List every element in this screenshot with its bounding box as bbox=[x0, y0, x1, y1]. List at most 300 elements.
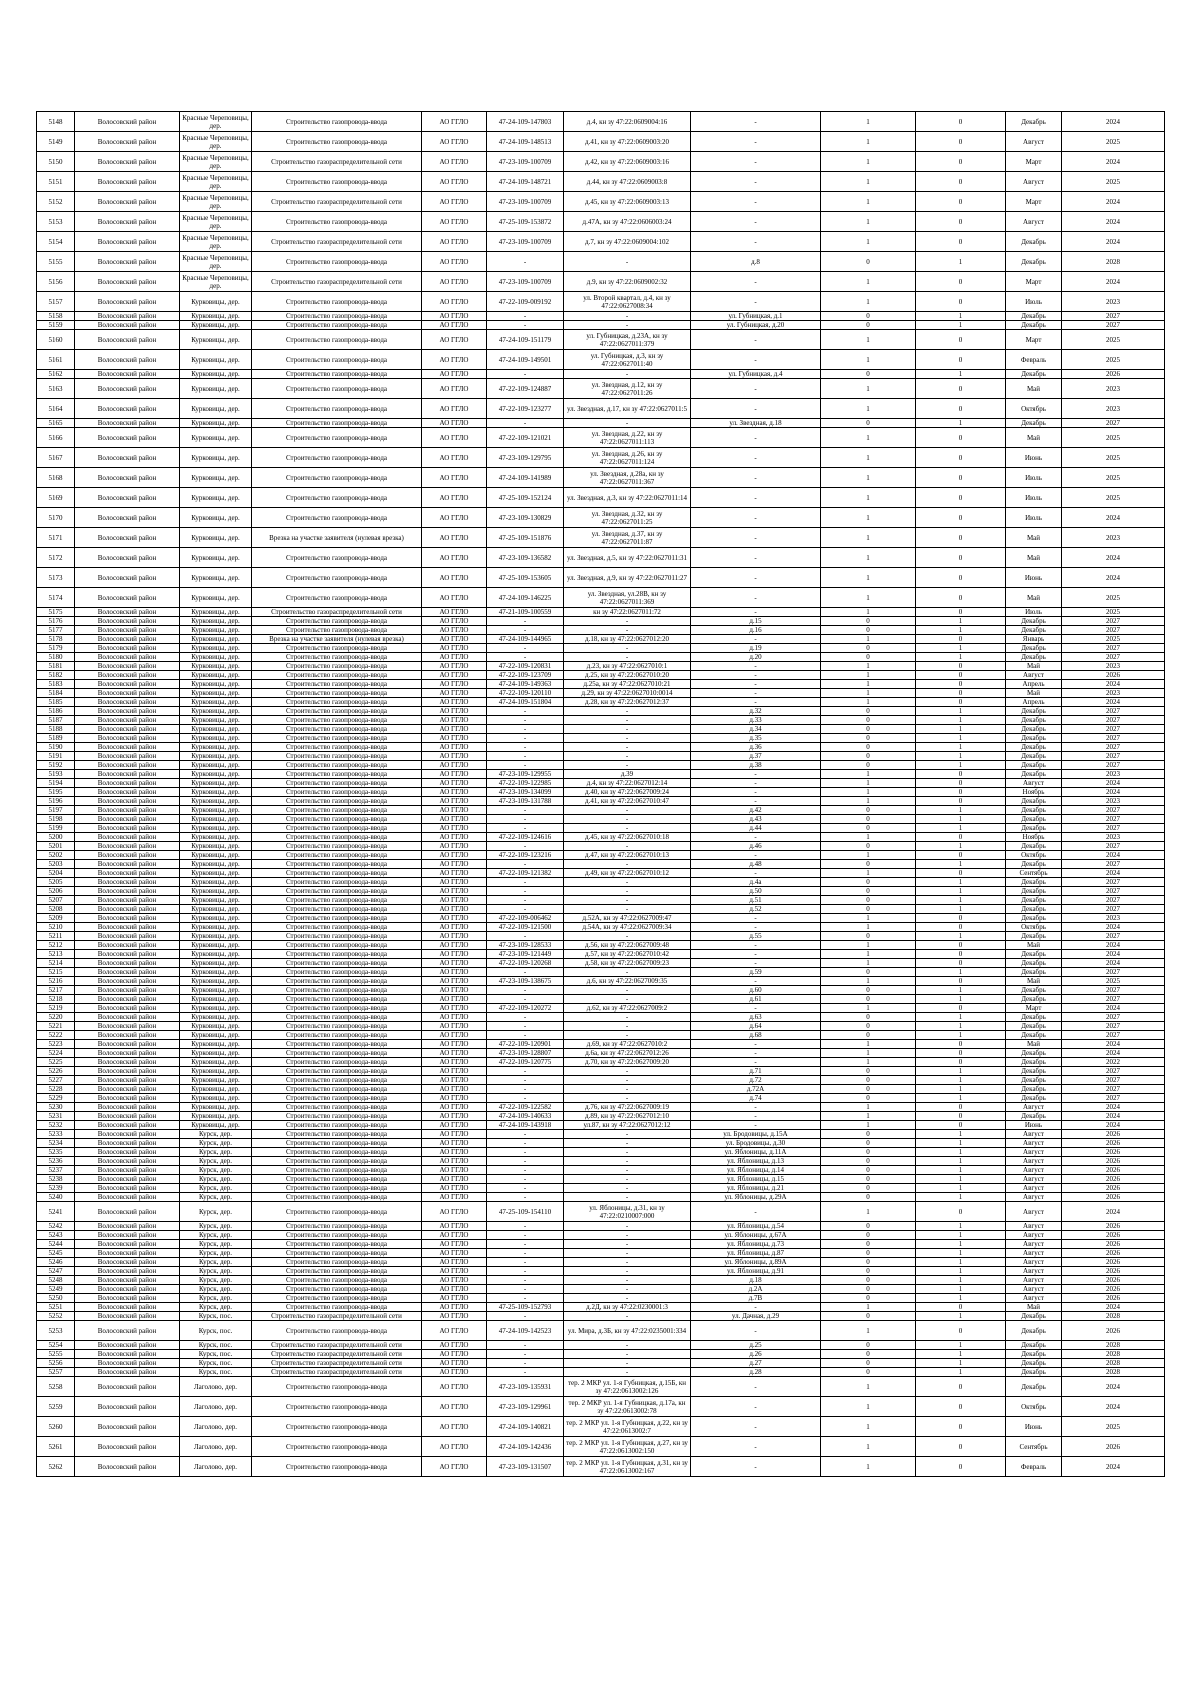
cell-work-type: Врезка на участке заявителя (нулевая врезка) bbox=[252, 528, 422, 548]
cell-settlement: Курск, дер. bbox=[180, 1249, 252, 1258]
cell-planned-count: 1 bbox=[916, 887, 1006, 896]
cell-address-contracted: д.7, кн зу 47:22:0609004:102 bbox=[564, 232, 691, 252]
cell-work-type: Строительство газопровода-ввода bbox=[252, 896, 422, 905]
cell-number: 5225 bbox=[37, 1058, 75, 1067]
cell-address-contracted: - bbox=[564, 995, 691, 1004]
cell-organization: АО ГГЛО bbox=[422, 1457, 487, 1477]
cell-year: 2025 bbox=[1062, 172, 1165, 192]
cell-month: Декабрь bbox=[1006, 842, 1062, 851]
cell-planned-count: 0 bbox=[916, 788, 1006, 797]
cell-month: Декабрь bbox=[1006, 968, 1062, 977]
cell-contracted-count: 0 bbox=[821, 878, 916, 887]
cell-contract: 47-23-109-128807 bbox=[487, 1049, 564, 1058]
cell-address-planned: - bbox=[691, 1040, 821, 1049]
cell-address-contracted: ул. Звездная, д.32, кн зу 47:22:0627011:25 bbox=[564, 508, 691, 528]
cell-district: Волосовский район bbox=[75, 923, 180, 932]
cell-year: 2027 bbox=[1062, 312, 1165, 321]
cell-district: Волосовский район bbox=[75, 716, 180, 725]
cell-settlement: Курковицы, дер. bbox=[180, 923, 252, 932]
cell-month: Август bbox=[1006, 1249, 1062, 1258]
cell-settlement: Курковицы, дер. bbox=[180, 626, 252, 635]
cell-number: 5165 bbox=[37, 419, 75, 428]
cell-organization: АО ГГЛО bbox=[422, 1175, 487, 1184]
cell-organization: АО ГГЛО bbox=[422, 588, 487, 608]
cell-number: 5170 bbox=[37, 508, 75, 528]
table-row bbox=[37, 1321, 1165, 1341]
cell-address-planned: д.15 bbox=[691, 617, 821, 626]
cell-contract: - bbox=[487, 1022, 564, 1031]
table-row bbox=[37, 1417, 1165, 1437]
cell-organization: АО ГГЛО bbox=[422, 548, 487, 568]
table-row bbox=[37, 488, 1165, 508]
cell-work-type: Строительство газопровода-ввода bbox=[252, 1166, 422, 1175]
cell-district: Волосовский район bbox=[75, 330, 180, 350]
cell-month: Декабрь bbox=[1006, 1013, 1062, 1022]
table-row bbox=[37, 806, 1165, 815]
cell-year: 2026 bbox=[1062, 1166, 1165, 1175]
cell-organization: АО ГГЛО bbox=[422, 653, 487, 662]
table-row bbox=[37, 1258, 1165, 1267]
cell-year: 2025 bbox=[1062, 488, 1165, 508]
cell-planned-count: 1 bbox=[916, 653, 1006, 662]
cell-year: 2022 bbox=[1062, 1058, 1165, 1067]
table-row bbox=[37, 419, 1165, 428]
cell-year: 2027 bbox=[1062, 419, 1165, 428]
cell-work-type: Строительство газопровода-ввода bbox=[252, 977, 422, 986]
cell-planned-count: 1 bbox=[916, 1267, 1006, 1276]
cell-number: 5243 bbox=[37, 1231, 75, 1240]
cell-work-type: Строительство газопровода-ввода bbox=[252, 779, 422, 788]
cell-planned-count: 0 bbox=[916, 568, 1006, 588]
cell-contract: 47-22-109-120775 bbox=[487, 1058, 564, 1067]
cell-address-planned: д.61 bbox=[691, 995, 821, 1004]
cell-contract: - bbox=[487, 1076, 564, 1085]
cell-work-type: Строительство газопровода-ввода bbox=[252, 350, 422, 370]
table-body bbox=[37, 112, 1165, 1477]
cell-settlement: Курковицы, дер. bbox=[180, 399, 252, 419]
cell-work-type: Строительство газопровода-ввода bbox=[252, 1175, 422, 1184]
cell-settlement: Курковицы, дер. bbox=[180, 488, 252, 508]
cell-number: 5215 bbox=[37, 968, 75, 977]
cell-address-planned: - bbox=[691, 689, 821, 698]
cell-work-type: Строительство газораспределительной сети bbox=[252, 608, 422, 617]
cell-year: 2023 bbox=[1062, 662, 1165, 671]
cell-district: Волосовский район bbox=[75, 680, 180, 689]
cell-settlement: Курковицы, дер. bbox=[180, 1049, 252, 1058]
cell-planned-count: 1 bbox=[916, 1193, 1006, 1202]
cell-address-planned: д.25 bbox=[691, 1341, 821, 1350]
cell-contract: 47-22-109-121021 bbox=[487, 428, 564, 448]
cell-planned-count: 1 bbox=[916, 1294, 1006, 1303]
cell-number: 5174 bbox=[37, 588, 75, 608]
cell-contract: 47-23-109-129795 bbox=[487, 448, 564, 468]
table-row bbox=[37, 1377, 1165, 1397]
cell-work-type: Строительство газопровода-ввода bbox=[252, 112, 422, 132]
cell-work-type: Строительство газопровода-ввода bbox=[252, 1139, 422, 1148]
cell-district: Волосовский район bbox=[75, 662, 180, 671]
cell-organization: АО ГГЛО bbox=[422, 1303, 487, 1312]
cell-settlement: Курковицы, дер. bbox=[180, 1013, 252, 1022]
cell-planned-count: 1 bbox=[916, 1067, 1006, 1076]
cell-number: 5256 bbox=[37, 1359, 75, 1368]
cell-number: 5219 bbox=[37, 1004, 75, 1013]
cell-address-contracted: - bbox=[564, 1175, 691, 1184]
cell-work-type: Строительство газопровода-ввода bbox=[252, 379, 422, 399]
cell-contracted-count: 1 bbox=[821, 1397, 916, 1417]
cell-district: Волосовский район bbox=[75, 292, 180, 312]
cell-settlement: Курковицы, дер. bbox=[180, 734, 252, 743]
cell-settlement: Курковицы, дер. bbox=[180, 968, 252, 977]
cell-settlement: Курск, пос. bbox=[180, 1350, 252, 1359]
cell-address-contracted: - bbox=[564, 321, 691, 330]
cell-number: 5252 bbox=[37, 1312, 75, 1321]
cell-district: Волосовский район bbox=[75, 1417, 180, 1437]
cell-work-type: Строительство газопровода-ввода bbox=[252, 770, 422, 779]
cell-month: Август bbox=[1006, 1103, 1062, 1112]
cell-planned-count: 0 bbox=[916, 379, 1006, 399]
cell-settlement: Курковицы, дер. bbox=[180, 1103, 252, 1112]
cell-month: Декабрь bbox=[1006, 716, 1062, 725]
cell-work-type: Строительство газопровода-ввода bbox=[252, 662, 422, 671]
cell-contract: - bbox=[487, 370, 564, 379]
cell-number: 5251 bbox=[37, 1303, 75, 1312]
cell-organization: АО ГГЛО bbox=[422, 1184, 487, 1193]
cell-month: Декабрь bbox=[1006, 815, 1062, 824]
cell-contract: 47-22-109-120110 bbox=[487, 689, 564, 698]
cell-year: 2028 bbox=[1062, 1341, 1165, 1350]
cell-settlement: Курск, дер. bbox=[180, 1276, 252, 1285]
cell-address-planned: ул. Бродовицы, д.15А bbox=[691, 1130, 821, 1139]
cell-address-planned: д.50 bbox=[691, 887, 821, 896]
cell-planned-count: 1 bbox=[916, 1022, 1006, 1031]
cell-district: Волосовский район bbox=[75, 1312, 180, 1321]
cell-contracted-count: 1 bbox=[821, 1004, 916, 1013]
cell-organization: АО ГГЛО bbox=[422, 1222, 487, 1231]
table-row bbox=[37, 941, 1165, 950]
cell-settlement: Курковицы, дер. bbox=[180, 779, 252, 788]
cell-organization: АО ГГЛО bbox=[422, 725, 487, 734]
cell-contracted-count: 1 bbox=[821, 1437, 916, 1457]
cell-year: 2024 bbox=[1062, 1004, 1165, 1013]
cell-settlement: Курковицы, дер. bbox=[180, 995, 252, 1004]
cell-organization: АО ГГЛО bbox=[422, 528, 487, 548]
cell-planned-count: 1 bbox=[916, 1359, 1006, 1368]
table-row bbox=[37, 350, 1165, 370]
cell-number: 5198 bbox=[37, 815, 75, 824]
cell-organization: АО ГГЛО bbox=[422, 448, 487, 468]
cell-year: 2025 bbox=[1062, 132, 1165, 152]
cell-contracted-count: 0 bbox=[821, 1067, 916, 1076]
cell-contracted-count: 0 bbox=[821, 1094, 916, 1103]
cell-planned-count: 1 bbox=[916, 968, 1006, 977]
cell-month: Декабрь bbox=[1006, 905, 1062, 914]
cell-address-planned: ул. Яблоницы, д.14 bbox=[691, 1166, 821, 1175]
cell-month: Декабрь bbox=[1006, 626, 1062, 635]
table-row bbox=[37, 680, 1165, 689]
cell-organization: АО ГГЛО bbox=[422, 1417, 487, 1437]
cell-address-contracted: - bbox=[564, 312, 691, 321]
cell-month: Декабрь bbox=[1006, 1312, 1062, 1321]
cell-planned-count: 1 bbox=[916, 1350, 1006, 1359]
cell-month: Декабрь bbox=[1006, 761, 1062, 770]
cell-month: Апрель bbox=[1006, 680, 1062, 689]
cell-contract: - bbox=[487, 1175, 564, 1184]
cell-planned-count: 0 bbox=[916, 689, 1006, 698]
cell-district: Волосовский район bbox=[75, 1013, 180, 1022]
cell-planned-count: 0 bbox=[916, 152, 1006, 172]
table-row bbox=[37, 896, 1165, 905]
cell-year: 2025 bbox=[1062, 330, 1165, 350]
cell-organization: АО ГГЛО bbox=[422, 488, 487, 508]
cell-planned-count: 1 bbox=[916, 321, 1006, 330]
cell-district: Волосовский район bbox=[75, 1022, 180, 1031]
cell-planned-count: 1 bbox=[916, 896, 1006, 905]
cell-month: Июнь bbox=[1006, 568, 1062, 588]
cell-number: 5194 bbox=[37, 779, 75, 788]
cell-settlement: Курск, дер. bbox=[180, 1240, 252, 1249]
table-row bbox=[37, 1285, 1165, 1294]
cell-address-contracted: - bbox=[564, 644, 691, 653]
cell-address-planned: д.8 bbox=[691, 252, 821, 272]
cell-contract: 47-25-109-153872 bbox=[487, 212, 564, 232]
cell-address-planned: д.72 bbox=[691, 1076, 821, 1085]
table-row bbox=[37, 448, 1165, 468]
cell-district: Волосовский район bbox=[75, 1437, 180, 1457]
cell-address-planned: ул. Яблоницы, д.73 bbox=[691, 1240, 821, 1249]
cell-year: 2024 bbox=[1062, 1457, 1165, 1477]
cell-month: Май bbox=[1006, 689, 1062, 698]
cell-month: Август bbox=[1006, 1285, 1062, 1294]
cell-settlement: Курск, пос. bbox=[180, 1341, 252, 1350]
cell-contract: 47-23-109-100709 bbox=[487, 272, 564, 292]
cell-district: Волосовский район bbox=[75, 1184, 180, 1193]
cell-settlement: Лаголово, дер. bbox=[180, 1457, 252, 1477]
cell-district: Волосовский район bbox=[75, 1085, 180, 1094]
table-row bbox=[37, 689, 1165, 698]
cell-month: Декабрь bbox=[1006, 752, 1062, 761]
cell-address-planned: - bbox=[691, 232, 821, 252]
cell-organization: АО ГГЛО bbox=[422, 842, 487, 851]
cell-number: 5210 bbox=[37, 923, 75, 932]
cell-year: 2025 bbox=[1062, 635, 1165, 644]
cell-settlement: Курковицы, дер. bbox=[180, 869, 252, 878]
cell-number: 5241 bbox=[37, 1202, 75, 1222]
cell-work-type: Строительство газопровода-ввода bbox=[252, 680, 422, 689]
cell-contracted-count: 1 bbox=[821, 132, 916, 152]
cell-district: Волосовский район bbox=[75, 548, 180, 568]
cell-year: 2023 bbox=[1062, 379, 1165, 399]
cell-organization: АО ГГЛО bbox=[422, 1013, 487, 1022]
cell-month: Июль bbox=[1006, 468, 1062, 488]
cell-address-contracted: - bbox=[564, 1222, 691, 1231]
cell-contracted-count: 1 bbox=[821, 508, 916, 528]
cell-month: Декабрь bbox=[1006, 1350, 1062, 1359]
cell-planned-count: 0 bbox=[916, 950, 1006, 959]
cell-address-contracted: д.39 bbox=[564, 770, 691, 779]
cell-address-contracted: - bbox=[564, 878, 691, 887]
cell-address-planned: - bbox=[691, 914, 821, 923]
cell-planned-count: 0 bbox=[916, 528, 1006, 548]
cell-address-planned: - bbox=[691, 770, 821, 779]
cell-contracted-count: 0 bbox=[821, 1276, 916, 1285]
cell-contracted-count: 1 bbox=[821, 212, 916, 232]
cell-planned-count: 0 bbox=[916, 330, 1006, 350]
cell-address-contracted: - bbox=[564, 887, 691, 896]
cell-planned-count: 0 bbox=[916, 399, 1006, 419]
cell-address-contracted: ул. Звездная, д.12, кн зу 47:22:0627011:26 bbox=[564, 379, 691, 399]
cell-contract: 47-22-109-120272 bbox=[487, 1004, 564, 1013]
cell-number: 5212 bbox=[37, 941, 75, 950]
cell-address-contracted: д.25, кн зу 47:22:0627010:20 bbox=[564, 671, 691, 680]
cell-year: 2026 bbox=[1062, 1294, 1165, 1303]
cell-number: 5206 bbox=[37, 887, 75, 896]
cell-district: Волосовский район bbox=[75, 419, 180, 428]
cell-address-planned: д.33 bbox=[691, 716, 821, 725]
cell-work-type: Строительство газопровода-ввода bbox=[252, 797, 422, 806]
cell-year: 2027 bbox=[1062, 1067, 1165, 1076]
table-row bbox=[37, 252, 1165, 272]
cell-settlement: Лаголово, дер. bbox=[180, 1417, 252, 1437]
table-row bbox=[37, 1397, 1165, 1417]
cell-month: Июнь bbox=[1006, 1121, 1062, 1130]
cell-contract: - bbox=[487, 743, 564, 752]
cell-address-planned: д.43 bbox=[691, 815, 821, 824]
cell-work-type: Строительство газопровода-ввода bbox=[252, 370, 422, 379]
cell-address-planned: - bbox=[691, 1058, 821, 1067]
cell-district: Волосовский район bbox=[75, 653, 180, 662]
table-row bbox=[37, 152, 1165, 172]
cell-settlement: Курковицы, дер. bbox=[180, 932, 252, 941]
cell-month: Август bbox=[1006, 212, 1062, 232]
cell-address-planned: - bbox=[691, 698, 821, 707]
cell-work-type: Строительство газопровода-ввода bbox=[252, 588, 422, 608]
cell-planned-count: 1 bbox=[916, 644, 1006, 653]
cell-settlement: Курск, дер. bbox=[180, 1258, 252, 1267]
cell-planned-count: 1 bbox=[916, 626, 1006, 635]
cell-settlement: Курковицы, дер. bbox=[180, 292, 252, 312]
cell-work-type: Строительство газопровода-ввода bbox=[252, 617, 422, 626]
cell-settlement: Курковицы, дер. bbox=[180, 842, 252, 851]
cell-year: 2027 bbox=[1062, 743, 1165, 752]
cell-contracted-count: 1 bbox=[821, 112, 916, 132]
cell-number: 5228 bbox=[37, 1085, 75, 1094]
cell-month: Декабрь bbox=[1006, 1076, 1062, 1085]
cell-work-type: Строительство газопровода-ввода bbox=[252, 1222, 422, 1231]
cell-settlement: Курск, дер. bbox=[180, 1139, 252, 1148]
cell-contract: - bbox=[487, 626, 564, 635]
cell-organization: АО ГГЛО bbox=[422, 968, 487, 977]
cell-contract: - bbox=[487, 1350, 564, 1359]
cell-organization: АО ГГЛО bbox=[422, 761, 487, 770]
cell-contracted-count: 0 bbox=[821, 1175, 916, 1184]
cell-contract: - bbox=[487, 1013, 564, 1022]
cell-settlement: Курковицы, дер. bbox=[180, 770, 252, 779]
cell-work-type: Строительство газопровода-ввода bbox=[252, 508, 422, 528]
cell-work-type: Строительство газопровода-ввода bbox=[252, 923, 422, 932]
cell-settlement: Курковицы, дер. bbox=[180, 797, 252, 806]
cell-work-type: Строительство газопровода-ввода bbox=[252, 1049, 422, 1058]
cell-organization: АО ГГЛО bbox=[422, 1058, 487, 1067]
cell-month: Декабрь bbox=[1006, 252, 1062, 272]
cell-month: Декабрь bbox=[1006, 932, 1062, 941]
cell-organization: АО ГГЛО bbox=[422, 1359, 487, 1368]
cell-month: Май bbox=[1006, 428, 1062, 448]
cell-settlement: Красные Череповицы, дер. bbox=[180, 272, 252, 292]
cell-address-contracted: д.41, кн зу 47:22:0627010:47 bbox=[564, 797, 691, 806]
cell-number: 5158 bbox=[37, 312, 75, 321]
cell-district: Волосовский район bbox=[75, 272, 180, 292]
cell-year: 2026 bbox=[1062, 1175, 1165, 1184]
cell-month: Май bbox=[1006, 528, 1062, 548]
cell-settlement: Красные Череповицы, дер. bbox=[180, 132, 252, 152]
cell-district: Волосовский район bbox=[75, 132, 180, 152]
cell-work-type: Строительство газопровода-ввода bbox=[252, 548, 422, 568]
cell-month: Декабрь bbox=[1006, 1031, 1062, 1040]
cell-planned-count: 1 bbox=[916, 1085, 1006, 1094]
cell-year: 2024 bbox=[1062, 1049, 1165, 1058]
cell-work-type: Строительство газопровода-ввода bbox=[252, 914, 422, 923]
cell-contracted-count: 0 bbox=[821, 968, 916, 977]
cell-contracted-count: 0 bbox=[821, 1184, 916, 1193]
cell-planned-count: 0 bbox=[916, 272, 1006, 292]
cell-work-type: Строительство газораспределительной сети bbox=[252, 1359, 422, 1368]
cell-organization: АО ГГЛО bbox=[422, 1076, 487, 1085]
cell-settlement: Красные Череповицы, дер. bbox=[180, 232, 252, 252]
cell-address-planned: д.35 bbox=[691, 734, 821, 743]
cell-settlement: Курковицы, дер. bbox=[180, 986, 252, 995]
table-row bbox=[37, 468, 1165, 488]
cell-contract: 47-22-109-121500 bbox=[487, 923, 564, 932]
cell-number: 5220 bbox=[37, 1013, 75, 1022]
cell-number: 5254 bbox=[37, 1341, 75, 1350]
cell-address-planned: - bbox=[691, 1397, 821, 1417]
cell-month: Декабрь bbox=[1006, 1368, 1062, 1377]
cell-number: 5156 bbox=[37, 272, 75, 292]
table-row bbox=[37, 707, 1165, 716]
cell-planned-count: 0 bbox=[916, 112, 1006, 132]
cell-organization: АО ГГЛО bbox=[422, 995, 487, 1004]
cell-planned-count: 1 bbox=[916, 1076, 1006, 1085]
cell-address-contracted: - bbox=[564, 1157, 691, 1166]
cell-contracted-count: 0 bbox=[821, 716, 916, 725]
cell-contract: 47-22-109-123709 bbox=[487, 671, 564, 680]
cell-settlement: Курковицы, дер. bbox=[180, 860, 252, 869]
cell-planned-count: 0 bbox=[916, 779, 1006, 788]
cell-month: Август bbox=[1006, 172, 1062, 192]
cell-address-planned: - bbox=[691, 1049, 821, 1058]
cell-district: Волосовский район bbox=[75, 977, 180, 986]
cell-number: 5183 bbox=[37, 680, 75, 689]
table-row bbox=[37, 1249, 1165, 1258]
cell-year: 2024 bbox=[1062, 508, 1165, 528]
table-row bbox=[37, 968, 1165, 977]
cell-district: Волосовский район bbox=[75, 671, 180, 680]
cell-contract: - bbox=[487, 1166, 564, 1175]
cell-address-contracted: кн зу 47:22:0627011:72 bbox=[564, 608, 691, 617]
table-row bbox=[37, 779, 1165, 788]
cell-district: Волосовский район bbox=[75, 815, 180, 824]
cell-contracted-count: 0 bbox=[821, 725, 916, 734]
cell-organization: АО ГГЛО bbox=[422, 923, 487, 932]
cell-district: Волосовский район bbox=[75, 588, 180, 608]
cell-district: Волосовский район bbox=[75, 312, 180, 321]
cell-settlement: Курковицы, дер. bbox=[180, 959, 252, 968]
cell-contract: 47-24-109-148513 bbox=[487, 132, 564, 152]
cell-contract: 47-24-109-141989 bbox=[487, 468, 564, 488]
cell-year: 2027 bbox=[1062, 617, 1165, 626]
cell-work-type: Строительство газопровода-ввода bbox=[252, 995, 422, 1004]
cell-address-contracted: ул. Губницкая, д.23А, кн зу 47:22:0627011:379 bbox=[564, 330, 691, 350]
